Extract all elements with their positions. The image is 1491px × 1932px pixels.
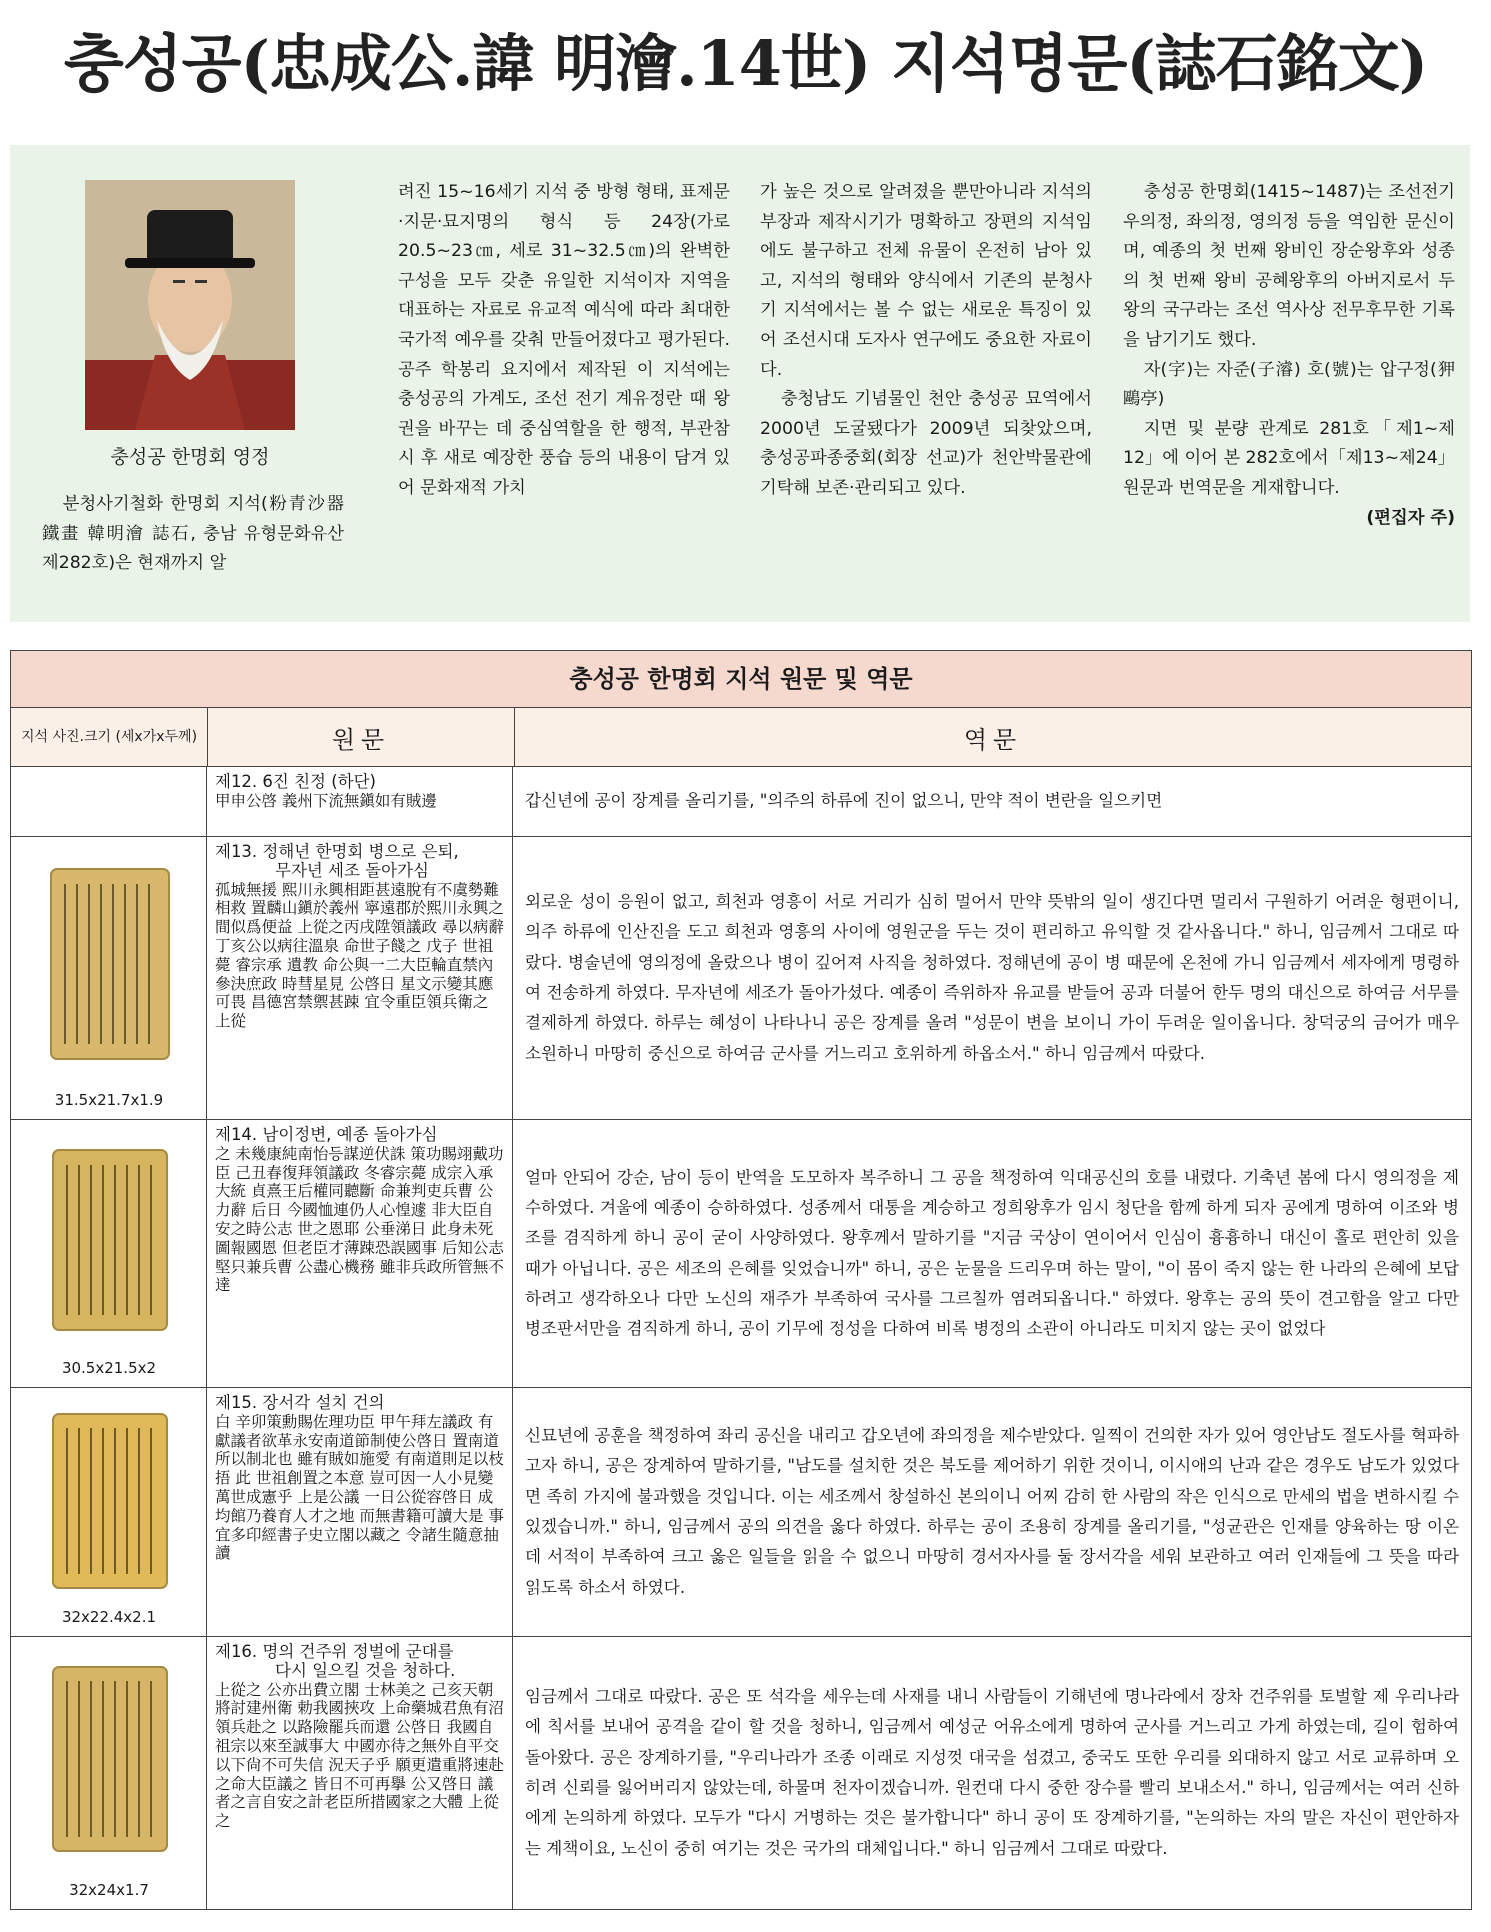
table-row xyxy=(11,1637,1471,1909)
intro-text: 가 높은 것으로 알려졌을 뿐만아니라 지석의 부장과 제작시기가 명확하고 장편의 지석임에도 불구하고 전체 유물이 온전히 남아 있고, 지석의 형태와 양식에서 기존의 분청사기 지석에서는 볼 수 없는 새로운 특징이 있어 조선시대 도자사 연구에도 중요한 자료이다. xyxy=(760,182,1092,380)
original-text: 甲申公啓 義州下流無鎭如有賊邊 xyxy=(215,791,437,810)
translation-text: 외로운 성이 응원이 없고, 희천과 영흥이 서로 거리가 심히 멀어서 만약 뜻밖의 일이 생긴다면 멀리서 구원하기 어려운 형편이니, 의주 하류에 인산진을 도고 희천과 영흥의 사이에 영원군을 두는 것이 편리하고 유익할 것 같사옵니다." 하니, 임금께서 그대로 따랐다. 병술년에 영의정에 올랐으나 병이 깊어져 사직을 청하였다. 정해년에 공이 병 때문에 온천에 가니 임금께서 세자에게 명령하여 전송하게 하였다. 무자년에 세조가 돌아가셨다. 예종이 즉위하자 유교를 받들어 공과 더불어 한두 명의 대신으로 하여금 서무를 결제하게 하였다. 하루는 혜성이 나타나니 공은 장계를 올려 "성문이 변을 보이니 가이 두려운 일이옵니다. 창덕궁의 금어가 매우 소원하니 마땅히 중신으로 하여금 군사를 거느리고 호위하게 하옵소서." 하니 임금께서 따랐다. xyxy=(525,892,1459,1063)
table-title: 충성공 한명회 지석 원문 및 역문 xyxy=(11,651,1471,708)
translation-cell xyxy=(513,837,1471,1119)
inscription-table xyxy=(10,650,1472,1910)
section-heading: 제13. 정해년 한명회 병으로 은퇴, xyxy=(215,842,459,861)
photo-cell xyxy=(11,1637,207,1909)
original-cell xyxy=(207,1388,513,1636)
translation-text: 신묘년에 공훈을 책정하여 좌리 공신을 내리고 갑오년에 좌의정을 제수받았다. 일찍이 건의한 자가 있어 영안남도 절도사를 혁파하고자 하니, 공은 장계하여 말하기를, "남도를 설치한 것은 북도를 제어하기 위한 것이니, 이시애의 난과 같은 경우도 남도가 있었다면 족히 가지에 불과했을 것입니다. 이는 세조께서 창설하신 본의이니 어찌 감히 한 사람의 작은 인식으로 만세의 법을 변하시킬 수 있겠습니까." 하니, 임금께서 공의 의견을 옳다 하였다. 하루는 공이 조용히 장계를 올리기를, "성균관은 인재를 양육하는 땅 이온데 서적이 부족하여 크고 옳은 일들을 읽을 수 없으니 마땅히 경서자사를 둘 장서각을 세워 보관하고 여러 인재들에 그 뜻을 따라 읽도록 하소서 하였다. xyxy=(525,1426,1459,1597)
intro-text: 자(字)는 자준(子濬) 호(號)는 압구정(狎鷗亭) xyxy=(1123,359,1455,410)
intro-column-3 xyxy=(760,178,1092,504)
photo-cell xyxy=(11,1120,207,1387)
original-text: 孤城無援 熙川永興相距甚遠脫有不虞勢難相救 置麟山鎭於義州 寧遠郡於熙川永興之間似爲便益 上從之丙戌陞領議政 尋以病辭 丁亥公以病往溫泉 命世子餞之 戊子 世祖薨 睿宗承 遺教 命公與一二大臣輪直禁內參決庶政 時彗星見 公啓日 星文示變其應可畏 昌德宮禁禦甚踈 宜令重臣領兵衛之 上從 xyxy=(215,880,504,1031)
header-translation: 역문 xyxy=(963,725,1023,754)
stone-tablet-image xyxy=(37,859,181,1069)
original-cell xyxy=(207,837,513,1119)
intro-column-2 xyxy=(398,178,730,504)
table-row xyxy=(11,837,1471,1120)
tablet-size: 32x22.4x2.1 xyxy=(61,1608,157,1626)
section-heading: 제12. 6진 친정 (하단) xyxy=(215,772,376,791)
original-text: 之 未幾康純南怡등謀逆伏誅 策功賜翊戴功臣 己丑春復拜領議政 冬睿宗薨 成宗入承大統 貞熹王后權同聽斷 命兼判吏兵曹 公力辭 后日 今國恤連仍人心惶遽 非大臣自安之時公志 世之恩耶 公垂涕日 此身未死圖報國恩 但老臣才薄踈恐誤國事 后知公志堅只兼兵曹 公盡心機務 雖非兵政所管無不達 xyxy=(215,1144,504,1295)
section-heading: 무자년 세조 돌아가심 xyxy=(275,860,429,880)
translation-cell xyxy=(513,1388,1471,1636)
portrait-image xyxy=(85,180,295,430)
intro-text: 분청사기철화 한명회 지석(粉青沙器鐵畫 韓明澮 誌石, 충남 유형문화유산 제282호)은 현재까지 알 xyxy=(42,494,344,574)
translation-text: 임금께서 그대로 따랐다. 공은 또 석각을 세우는데 사재를 내니 사람들이 기해년에 명나라에서 장차 건주위를 토벌할 제 우리나라에 칙서를 보내어 공격을 같이 할 것을 청하니, 임금께서 예성군 어유소에게 명하여 군사를 거느리고 가게 하였는데, 길이 험하여 돌아왔다. 공은 장계하기를, "우리나라가 조종 이래로 지성껏 대국을 섬겼고, 중국도 또한 우리를 외대하지 않고 서로 교류하며 오히려 신뢰를 잃어버리지 않았는데, 하물며 천자이겠습니까. 원컨대 다시 중한 장수를 빨리 보내소서." 하니, 임금께서는 여러 신하에게 논의하게 하였다. 모두가 "다시 거병하는 것은 불가합니다" 하니 공이 또 장계하기를, "논의하는 자의 말은 자신이 편안하자는 계책이요, 노신이 중히 여기는 것은 국가의 대체입니다." 하니 임금께서 그대로 따랐다. xyxy=(525,1687,1459,1858)
photo-cell xyxy=(11,1388,207,1636)
section-heading: 제14. 남이정변, 예종 돌아가심 xyxy=(215,1125,438,1144)
tablet-size: 32x24x1.7 xyxy=(69,1881,149,1899)
portrait-caption: 충성공 한명회 영정 xyxy=(110,446,270,468)
table-row xyxy=(11,767,1471,837)
intro-text: 지면 및 분량 관계로 281호「제1~제12」에 이어 본 282호에서「제13~제24」원문과 번역문을 게재합니다. xyxy=(1123,418,1456,498)
intro-text: 려진 15~16세기 지석 중 방형 형태, 표제문·지문·묘지명의 형식 등 24장(가로 20.5~23㎝, 세로 31~32.5㎝)의 완벽한 구성을 모두 갖춘 유일한 지석이자 지역을 대표하는 자료로 유교적 예식에 따라 최대한 국가적 예우를 갖춰 만들어졌다고 평가된다. 공주 학봉리 요지에서 제작된 이 지석에는 충성공의 가계도, 조선 전기 계유정란 때 왕권을 바꾸는 데 중심역할을 한 행적, 부관참시 후 새로 예장한 풍습 등의 내용이 담겨 있어 문화재적 가치 xyxy=(398,182,730,498)
original-text: 白 辛卯策勳賜佐理功臣 甲午拜左議政 有獻議者欲革永安南道節制使公啓日 置南道所以制北也 雖有賊如施愛 有南道則足以枝捂 此 世祖創置之本意 豈可因一人小見變萬世成憲乎 上是公議 一日公從容啓日 成均館乃養育人才之地 而無書籍可讀大是 事 宜多印經書子史立閣以藏之 令諸生隨意抽讀 xyxy=(215,1412,504,1563)
section-heading: 제16. 명의 건주위 정벌에 군대를 xyxy=(215,1642,454,1661)
translation-cell xyxy=(513,1120,1471,1387)
header-original: 원문 xyxy=(208,708,515,766)
stone-tablet-image xyxy=(37,1406,181,1596)
photo-cell xyxy=(11,837,207,1119)
intro-text: 충성공 한명회(1415~1487)는 조선전기 우의정, 좌의정, 영의정 등을 역임한 문신이며, 예종의 첫 번째 왕비인 장순왕후와 성종의 첫 번째 왕비 공혜왕후의 아버지로서 두 왕의 국구라는 조선 역사상 전무후무한 기록을 남기기도 했다. xyxy=(1123,182,1455,350)
original-cell xyxy=(207,1637,513,1909)
translation-cell xyxy=(513,1637,1471,1909)
original-cell xyxy=(207,1120,513,1387)
intro-column-4 xyxy=(1123,178,1455,533)
page-title: 충성공(忠成公.諱 明澮.14世) 지석명문(誌石銘文) xyxy=(63,27,1428,100)
translation-text: 갑신년에 공이 장계를 올리기를, "의주의 하류에 진이 없으니, 만약 적이 변란을 일으키면 xyxy=(525,791,1163,811)
original-text: 上從之 公亦出費立閣 士林美之 己亥天朝將討建州衛 勅我國挾攻 上命藥城君魚有沼領兵赴之 以路險罷兵而還 公啓日 我國自祖宗以來至誠事大 中國亦待之無外自平交以下尙不可失信 況天子乎 願更遣重將速赴之命大臣議之 皆日不可再擧 公又啓日 議者之言自安之計老臣所措國家之大體 上從之 xyxy=(215,1680,504,1831)
table-row xyxy=(11,1388,1471,1637)
intro-text: 충청남도 기념물인 천안 충성공 묘역에서 2000년 도굴됐다가 2009년 되찾았으며, 충성공파종중회(회장 선교)가 천안박물관에 기탁해 보존·관리되고 있다. xyxy=(760,389,1092,498)
intro-column-1 xyxy=(42,490,344,579)
table-header xyxy=(11,708,1471,767)
translation-text: 얼마 안되어 강순, 남이 등이 반역을 도모하자 복주하니 그 공을 책정하여 익대공신의 호를 내렸다. 기축년 봄에 다시 영의정을 제수하였다. 겨울에 예종이 승하하였다. 성종께서 대통을 계승하고 정희왕후가 임시 청단을 함께 하게 되자 공에게 명하여 이조와 병조를 겸직하게 하니 공이 굳이 사양하였다. 왕후께서 말하기를 "지금 국상이 연이어서 인심이 흉흉하니 대신이 홀로 편안히 있을 때가 아닙니다. 공은 세조의 은혜를 잊었습니까" 하니, 공은 눈물을 드리우며 하는 말이, "이 몸이 죽지 않는 한 나라의 은혜에 보답하려고 생각하오나 다만 노신의 재주가 부족하여 국사를 그르칠까 염려되옵니다." 하였다. 왕후는 공의 뜻이 견고함을 알고 다만 병조판서만을 겸직하게 하니, 공이 기무에 정성을 다하여 비록 병정의 소관이 아니라도 미치지 않는 곳이 없었다 xyxy=(525,1167,1459,1339)
translation-cell xyxy=(513,767,1471,836)
tablet-size: 31.5x21.7x1.9 xyxy=(54,1091,164,1109)
stone-tablet-image xyxy=(37,1140,181,1340)
tablet-size: 30.5x21.5x2 xyxy=(61,1359,157,1377)
header-photo: 지석 사진.크기 (세x가x두께) xyxy=(11,708,208,766)
table-row xyxy=(11,1120,1471,1388)
stone-tablet-image xyxy=(37,1659,181,1859)
section-heading: 다시 일으킬 것을 청하다. xyxy=(275,1660,456,1680)
original-cell xyxy=(207,767,513,836)
photo-cell xyxy=(11,767,207,836)
editor-note: (편집자 주) xyxy=(1366,507,1455,528)
section-heading: 제15. 장서각 설치 건의 xyxy=(215,1393,385,1412)
